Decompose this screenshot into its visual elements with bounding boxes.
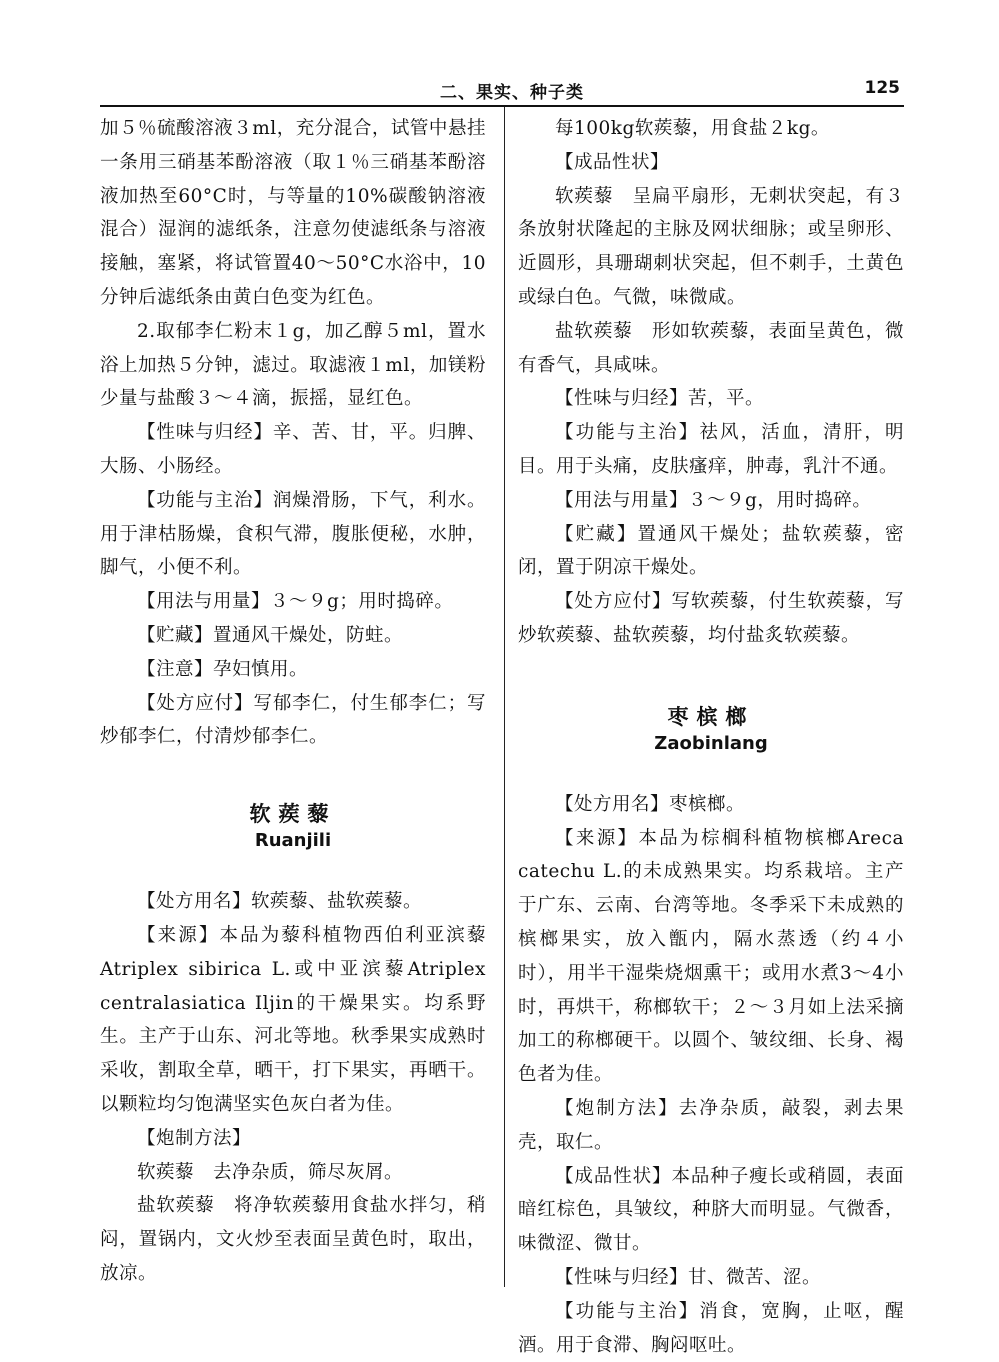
paragraph: 软蒺藜 去净杂质，筛尽灰屑。 <box>137 1161 404 1183</box>
paragraph: 【性味与归经】辛、苦、甘，平。归脾、大肠、小肠经。 <box>100 422 486 477</box>
entry-title: 软蒺藜 <box>249 802 337 827</box>
paragraph: 【处方用名】枣槟榔。 <box>555 793 746 815</box>
paragraph: 【贮藏】置通风干燥处，防蛀。 <box>137 624 404 646</box>
entry-pinyin: Zaobinlang <box>654 732 768 754</box>
paragraph: 【炮制方法】去净杂质，敲裂，剥去果壳，取仁。 <box>518 1097 904 1153</box>
paragraph: 【注意】孕妇慎用。 <box>137 658 309 680</box>
paragraph: 【成品性状】 <box>555 151 670 173</box>
paragraph: 【来源】本品为棕榈科植物槟榔Areca catechu L.的未成熟果实。均系栽培。主产于广东、云南、台湾等地。冬季采下未成熟的槟榔果实，放入甑内，隔水蒸透（约４小时），用半干湿柴烧烟熏干；或用水煮3～4小时，再烘干，称榔软干；２～３月如上法采摘加工的称榔硬干。以圆个、皱纹细、长身、褐色者为佳。 <box>518 827 904 1086</box>
entry-title: 枣槟榔 <box>667 704 755 729</box>
paragraph: 【处方应付】写郁李仁，付生郁李仁；写炒郁李仁，付清炒郁李仁。 <box>100 692 486 748</box>
paragraph: 2.取郁李仁粉末１g，加乙醇５ml，置水浴上加热５分钟，滤过。取滤液１ml，加镁粉少量与盐酸３～４滴，振摇，显红色。 <box>100 320 486 410</box>
paragraph: 【用法与用量】３～９g，用时捣碎。 <box>555 489 872 511</box>
entry-pinyin: Ruanjili <box>254 830 332 852</box>
left-column <box>100 112 486 1291</box>
paragraph: 加５％硫酸溶液３ml，充分混合，试管中悬挂一条用三硝基苯酚溶液（取１％三硝基苯酚溶液加热至60°C时，与等量的10%碳酸钠溶液混合）湿润的滤纸条，注意勿使滤纸条与溶液接触，塞紧，将试管置40～50°C水浴中，10分钟后滤纸条由黄白色变为红色。 <box>100 118 486 308</box>
paragraph: 【功能与主治】消食，宽胸，止呕，醒酒。用于食滞、胸闷呕吐。 <box>518 1300 904 1356</box>
paragraph: 【性味与归经】苦，平。 <box>555 388 765 410</box>
paragraph: 盐软蒺藜 将净软蒺藜用食盐水拌匀，稍闷，置锅内，文火炒至表面呈黄色时，取出，放凉。 <box>100 1195 486 1284</box>
paragraph: 【炮制方法】 <box>137 1127 252 1149</box>
header-rule <box>100 105 904 107</box>
paragraph: 【功能与主治】祛风，活血，清肝，明目。用于头痛，皮肤瘙痒，肿毒，乳汁不通。 <box>518 422 904 477</box>
paragraph: 【处方用名】软蒺藜、盐软蒺藜。 <box>137 891 423 913</box>
page-number: 125 <box>864 78 900 98</box>
right-column <box>518 112 904 1362</box>
paragraph: 【用法与用量】３～９g；用时捣碎。 <box>137 591 454 613</box>
paragraph: 【来源】本品为藜科植物西伯利亚滨藜Atriplex sibirica L.或中亚滨藜Atriplex centralasiatica Iljin的干燥果实。均系野生。主产于山东、河北等地。秋季果实成熟时采收，割取全草，晒干，打下果实，再晒干。以颗粒均匀饱满坚实色灰白者为佳。 <box>100 924 486 1115</box>
paragraph: 【贮藏】置通风干燥处；盐软蒺藜，密闭，置于阴凉干燥处。 <box>518 523 904 579</box>
paragraph: 【性味与归经】甘、微苦、涩。 <box>555 1266 822 1288</box>
paragraph: 软蒺藜 呈扁平扇形，无刺状突起，有３条放射状隆起的主脉及网状细脉；或呈卵形、近圆形，具珊瑚刺状突起，但不刺手，土黄色或绿白色。气微，味微咸。 <box>518 185 904 308</box>
paragraph: 【功能与主治】润燥滑肠，下气，利水。用于津枯肠燥，食积气滞，腹胀便秘，水肿，脚气，小便不利。 <box>100 489 486 579</box>
column-divider <box>504 107 505 1287</box>
paragraph: 盐软蒺藜 形如软蒺藜，表面呈黄色，微有香气，具咸味。 <box>518 320 904 376</box>
paragraph: 每100kg软蒺藜，用食盐２kg。 <box>555 118 830 139</box>
page-header <box>100 78 900 102</box>
running-title: 二、果实、种子类 <box>440 83 584 103</box>
paragraph: 【处方应付】写软蒺藜，付生软蒺藜，写炒软蒺藜、盐软蒺藜，均付盐炙软蒺藜。 <box>518 591 904 646</box>
paragraph: 【成品性状】本品种子瘦长或稍圆，表面暗红棕色，具皱纹，种脐大而明显。气微香，味微涩、微甘。 <box>518 1165 904 1255</box>
